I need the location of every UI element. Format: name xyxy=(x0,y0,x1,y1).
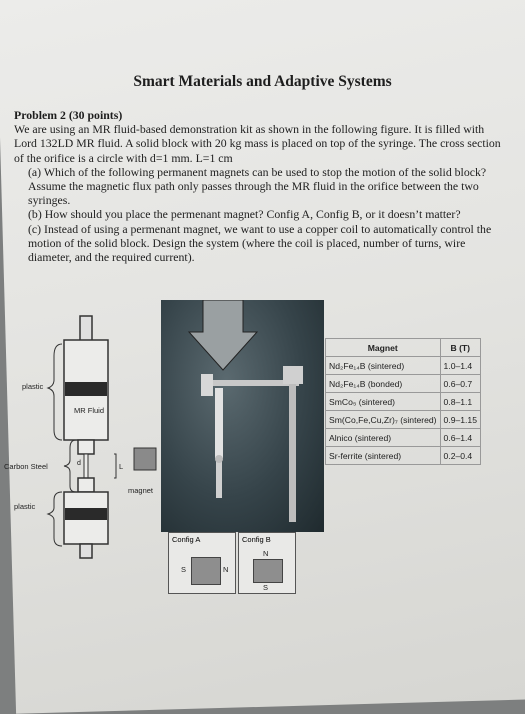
table-header-row xyxy=(326,339,481,357)
table-header-b: B (T) xyxy=(440,339,480,357)
table-row xyxy=(326,393,481,411)
config-a-panel xyxy=(168,532,236,594)
config-a-s: S xyxy=(181,565,187,574)
table-row xyxy=(326,447,481,465)
block-arrow xyxy=(189,300,257,370)
config-a-label: Config A xyxy=(172,535,201,544)
config-a-n: N xyxy=(223,565,229,574)
table-cell-magnet: Nd₂Fe₁₄B (bonded) xyxy=(326,375,441,393)
label-d: d xyxy=(77,460,81,467)
orifice xyxy=(84,454,88,478)
page-title: Smart Materials and Adaptive Systems xyxy=(133,73,392,90)
question-c: (c) Instead of using a permenant magnet, we want to use a copper coil to automatically control the motion of the solid block. Design the system (where the coil is placed, number of turns, wire diameter, and the required current). xyxy=(28,221,492,265)
syringe-joint-photo xyxy=(215,455,223,463)
table-cell-magnet: Alnico (sintered) xyxy=(326,429,441,447)
table-cell-magnet: Nd₂Fe₁₄B (sintered) xyxy=(326,357,441,375)
brace-carbon-steel xyxy=(64,440,76,492)
problem-text xyxy=(14,108,504,264)
bottom-piston xyxy=(65,508,107,520)
problem-heading: Problem 2 (30 points) xyxy=(14,108,123,122)
label-L: L xyxy=(119,462,124,471)
magnet-table xyxy=(325,338,481,465)
table-cell-b: 1.0–1.4 xyxy=(440,357,480,375)
syringe-top-photo xyxy=(215,388,223,458)
config-b-s: S xyxy=(263,583,269,592)
stand-clamp xyxy=(201,374,213,396)
label-magnet: magnet xyxy=(128,486,154,495)
table-cell-magnet: Sm(Co,Fe,Cu,Zr)₇ (sintered) xyxy=(326,411,441,429)
figure xyxy=(0,300,525,590)
carbon-steel-block-bottom xyxy=(78,478,94,492)
label-plastic-top: plastic xyxy=(22,382,44,391)
config-b-panel xyxy=(238,532,296,594)
syringe-bottom-photo xyxy=(216,460,222,498)
config-a-magnet xyxy=(191,557,221,585)
table-cell-b: 0.9–1.15 xyxy=(440,411,480,429)
config-b-n: N xyxy=(263,549,269,558)
config-b-label: Config B xyxy=(242,535,271,544)
top-plunger-rod xyxy=(80,316,92,342)
syringe-schematic xyxy=(0,300,160,560)
table-cell-b: 0.2–0.4 xyxy=(440,447,480,465)
table-cell-b: 0.6–1.4 xyxy=(440,429,480,447)
table-row xyxy=(326,375,481,393)
question-a: (a) Which of the following permanent magnets can be used to stop the motion of the solid block? Assume the magnetic flux path only passes through the MR fluid in the orifice between the two syringes. xyxy=(28,164,487,208)
table-row xyxy=(326,429,481,447)
demo-kit-photo xyxy=(161,300,324,532)
table-header-magnet: Magnet xyxy=(326,339,441,357)
table-cell-magnet: SmCo₅ (sintered) xyxy=(326,393,441,411)
stand-clamp-right xyxy=(283,366,303,384)
table-cell-b: 0.8–1.1 xyxy=(440,393,480,411)
table-row xyxy=(326,411,481,429)
question-b: (b) How should you place the permenant magnet? Config A, Config B, or it doesn’t matter? xyxy=(28,207,461,222)
bottom-plunger-rod xyxy=(80,544,92,558)
table-cell-magnet: Sr-ferrite (sintered) xyxy=(326,447,441,465)
table-row xyxy=(326,357,481,375)
magnet-block xyxy=(134,448,156,470)
brace-plastic-top xyxy=(48,344,62,440)
label-mr-fluid: MR Fluid xyxy=(74,406,105,415)
top-piston xyxy=(65,382,107,396)
label-plastic-bottom: plastic xyxy=(14,502,36,511)
carbon-steel-block-top xyxy=(78,440,94,454)
demo-kit-illustration xyxy=(161,300,324,532)
problem-intro: We are using an MR fluid-based demonstration kit as shown in the following figure. It is filled with Lord 132LD MR fluid. A solid block with 20 kg mass is placed on top of the syringe. The cross section of the orifice is a circle with d=1 mm. L=1 cm xyxy=(14,122,501,165)
table-cell-b: 0.6–0.7 xyxy=(440,375,480,393)
length-bracket xyxy=(114,454,116,478)
stand-pole xyxy=(289,372,296,522)
label-carbon-steel: Carbon Steel xyxy=(4,462,48,471)
config-b-magnet xyxy=(253,559,283,583)
brace-plastic-bottom xyxy=(48,492,62,546)
